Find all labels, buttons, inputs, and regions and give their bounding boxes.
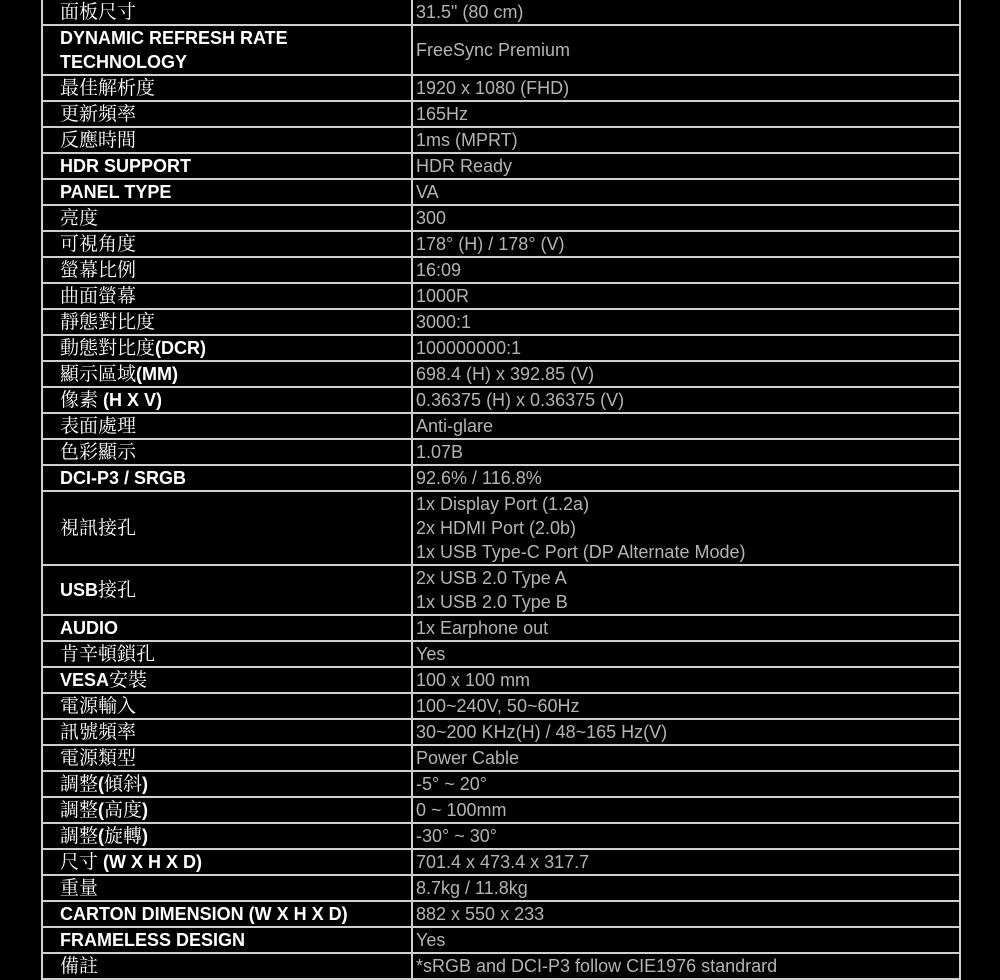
spec-value-line: Power Cable <box>416 748 520 768</box>
spec-label: DCI-P3 / SRGB <box>42 465 412 491</box>
spec-value <box>412 179 960 205</box>
spec-value-line: 1.07B <box>416 442 464 462</box>
spec-row <box>42 335 960 361</box>
spec-label: VESA安裝 <box>42 667 412 693</box>
spec-row <box>42 901 960 927</box>
spec-row <box>42 25 960 75</box>
spec-value-line: 100~240V, 50~60Hz <box>416 696 580 716</box>
spec-row <box>42 745 960 771</box>
spec-label: 最佳解析度 <box>42 75 412 101</box>
spec-label: 靜態對比度 <box>42 309 412 335</box>
spec-label: 亮度 <box>42 205 412 231</box>
spec-label: FRAMELESS DESIGN <box>42 927 412 953</box>
spec-label: 調整(傾斜) <box>42 771 412 797</box>
spec-value-line: 178° (H) / 178° (V) <box>416 234 565 254</box>
spec-value <box>412 101 960 127</box>
spec-value-line: 882 x 550 x 233 <box>416 904 545 924</box>
spec-value-line: 1ms (MPRT) <box>416 130 518 150</box>
spec-value <box>412 797 960 823</box>
spec-row <box>42 101 960 127</box>
spec-label: 像素 (H X V) <box>42 387 412 413</box>
spec-value-line: -30° ~ 30° <box>416 826 497 846</box>
spec-row <box>42 797 960 823</box>
spec-value-line: 31.5" (80 cm) <box>416 2 524 22</box>
spec-row <box>42 205 960 231</box>
spec-row <box>42 231 960 257</box>
spec-value <box>412 875 960 901</box>
spec-value-line: 30~200 KHz(H) / 48~165 Hz(V) <box>416 722 668 742</box>
spec-label: 螢幕比例 <box>42 257 412 283</box>
spec-row <box>42 257 960 283</box>
spec-row <box>42 283 960 309</box>
spec-row <box>42 641 960 667</box>
spec-row <box>42 615 960 641</box>
spec-value <box>412 361 960 387</box>
spec-row <box>42 179 960 205</box>
spec-value-line: 100000000:1 <box>416 338 522 358</box>
spec-value <box>412 953 960 979</box>
spec-label: HDR SUPPORT <box>42 153 412 179</box>
spec-value <box>412 335 960 361</box>
spec-value-line: -5° ~ 20° <box>416 774 487 794</box>
spec-label: CARTON DIMENSION (W X H X D) <box>42 901 412 927</box>
spec-row <box>42 153 960 179</box>
spec-value <box>412 693 960 719</box>
spec-value <box>412 745 960 771</box>
spec-value <box>412 439 960 465</box>
spec-value-line: Yes <box>416 644 446 664</box>
spec-value-line: 1920 x 1080 (FHD) <box>416 78 570 98</box>
spec-value-line: 2x USB 2.0 Type A <box>416 568 567 588</box>
spec-value <box>412 719 960 745</box>
spec-value <box>412 565 960 615</box>
spec-value-line: 0 ~ 100mm <box>416 800 507 820</box>
spec-label: 表面處理 <box>42 413 412 439</box>
spec-row <box>42 667 960 693</box>
spec-label: 肯辛頓鎖孔 <box>42 641 412 667</box>
spec-value-line: 1x Display Port (1.2a) <box>416 494 590 514</box>
spec-label: USB接孔 <box>42 565 412 615</box>
spec-value-line: 1x Earphone out <box>416 618 549 638</box>
spec-label: 重量 <box>42 875 412 901</box>
spec-value-line: 8.7kg / 11.8kg <box>416 878 528 898</box>
spec-value <box>412 901 960 927</box>
spec-row <box>42 127 960 153</box>
spec-value-line: 1x USB Type-C Port (DP Alternate Mode) <box>416 542 746 562</box>
spec-row <box>42 491 960 565</box>
spec-value <box>412 283 960 309</box>
spec-row <box>42 953 960 979</box>
spec-row <box>42 875 960 901</box>
spec-value-line: FreeSync Premium <box>416 40 571 60</box>
spec-value-line: 2x HDMI Port (2.0b) <box>416 518 577 538</box>
spec-row <box>42 75 960 101</box>
spec-value-line: Yes <box>416 930 446 950</box>
spec-value <box>412 413 960 439</box>
spec-row <box>42 387 960 413</box>
spec-value <box>412 75 960 101</box>
spec-label: 尺寸 (W X H X D) <box>42 849 412 875</box>
spec-value <box>412 849 960 875</box>
spec-label: 曲面螢幕 <box>42 283 412 309</box>
spec-value <box>412 667 960 693</box>
spec-value-line: 1x USB 2.0 Type B <box>416 592 568 612</box>
spec-row <box>42 361 960 387</box>
spec-row <box>42 439 960 465</box>
spec-label: 動態對比度(DCR) <box>42 335 412 361</box>
spec-value <box>412 491 960 565</box>
spec-value <box>412 127 960 153</box>
spec-value-line: 165Hz <box>416 104 469 124</box>
spec-label: 色彩顯示 <box>42 439 412 465</box>
spec-label: DYNAMIC REFRESH RATE TECHNOLOGY <box>42 25 412 75</box>
spec-row <box>42 719 960 745</box>
spec-value <box>412 257 960 283</box>
spec-row <box>42 413 960 439</box>
spec-row <box>42 771 960 797</box>
spec-value <box>412 0 960 25</box>
spec-row <box>42 693 960 719</box>
spec-value-line: 698.4 (H) x 392.85 (V) <box>416 364 595 384</box>
spec-label: 調整(旋轉) <box>42 823 412 849</box>
spec-row <box>42 465 960 491</box>
spec-value-line: 100 x 100 mm <box>416 670 531 690</box>
spec-value <box>412 771 960 797</box>
spec-value-line: 3000:1 <box>416 312 472 332</box>
spec-value <box>412 231 960 257</box>
spec-label: 電源類型 <box>42 745 412 771</box>
spec-value <box>412 387 960 413</box>
spec-row <box>42 823 960 849</box>
spec-label: 可視角度 <box>42 231 412 257</box>
spec-row <box>42 849 960 875</box>
spec-label: 備註 <box>42 953 412 979</box>
spec-value <box>412 465 960 491</box>
spec-label: 更新頻率 <box>42 101 412 127</box>
spec-label: AUDIO <box>42 615 412 641</box>
spec-value <box>412 205 960 231</box>
spec-label: 反應時間 <box>42 127 412 153</box>
spec-label: 調整(高度) <box>42 797 412 823</box>
spec-row <box>42 309 960 335</box>
spec-value-line: 1000R <box>416 286 470 306</box>
spec-table <box>41 0 961 980</box>
spec-table-body <box>42 0 960 979</box>
spec-row <box>42 565 960 615</box>
spec-value <box>412 153 960 179</box>
spec-value-line: VA <box>416 182 439 202</box>
spec-value <box>412 25 960 75</box>
spec-label: 面板尺寸 <box>42 0 412 25</box>
spec-value <box>412 823 960 849</box>
spec-value <box>412 615 960 641</box>
spec-value-line: 92.6% / 116.8% <box>416 468 542 488</box>
spec-label: 顯示區域(MM) <box>42 361 412 387</box>
spec-value-line: 16:09 <box>416 260 462 280</box>
spec-row <box>42 0 960 25</box>
spec-row <box>42 927 960 953</box>
spec-value <box>412 309 960 335</box>
spec-value-line: 701.4 x 473.4 x 317.7 <box>416 852 590 872</box>
spec-value-line: HDR Ready <box>416 156 513 176</box>
spec-label: 電源輸入 <box>42 693 412 719</box>
spec-value <box>412 641 960 667</box>
spec-label: 訊號頻率 <box>42 719 412 745</box>
spec-value-line: Anti-glare <box>416 416 494 436</box>
spec-label: PANEL TYPE <box>42 179 412 205</box>
spec-value <box>412 927 960 953</box>
spec-value-line: 300 <box>416 208 447 228</box>
spec-label: 視訊接孔 <box>42 491 412 565</box>
spec-value-line: 0.36375 (H) x 0.36375 (V) <box>416 390 625 410</box>
spec-value-line: *sRGB and DCI-P3 follow CIE1976 standrard <box>416 956 778 976</box>
